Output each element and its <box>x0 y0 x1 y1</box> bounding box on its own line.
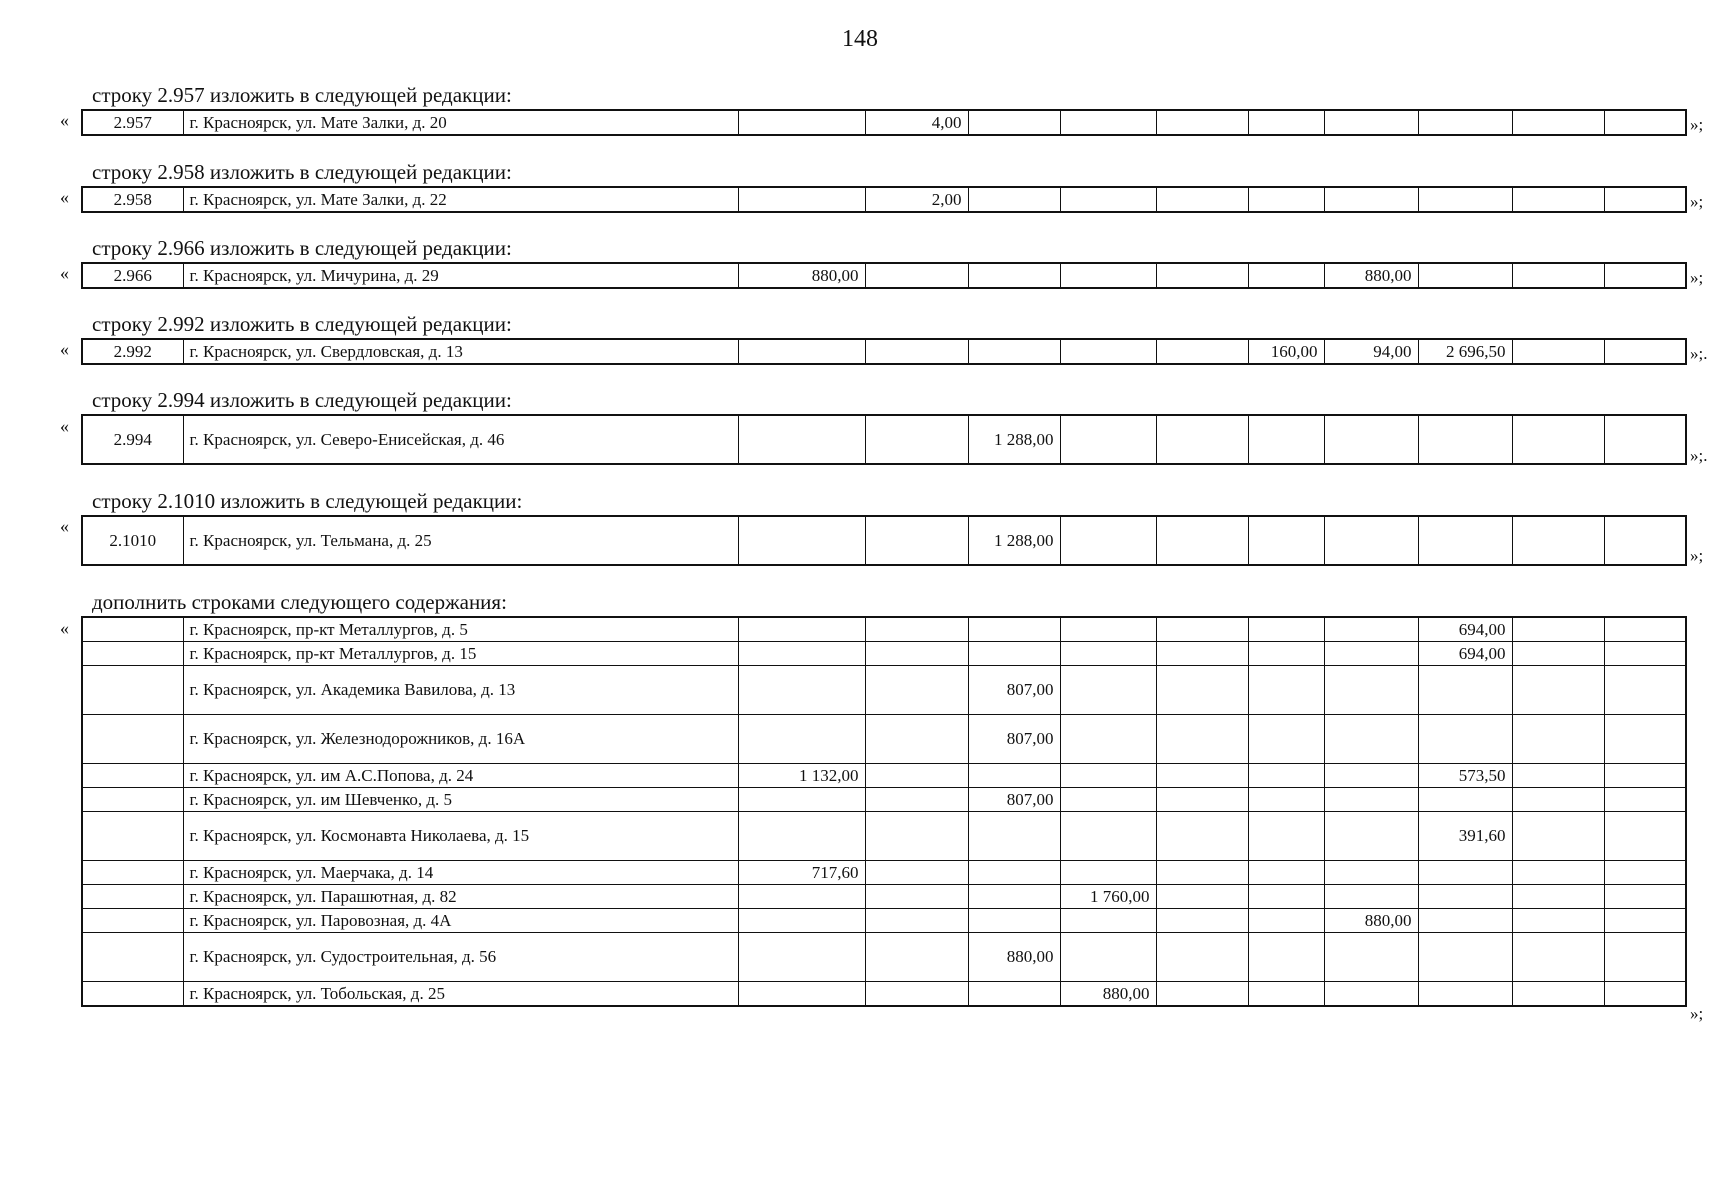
cell: 1 760,00 <box>1060 885 1156 909</box>
cell: 694,00 <box>1418 617 1512 642</box>
cell <box>1156 861 1248 885</box>
cell: 1 132,00 <box>738 764 865 788</box>
row-table-2957 <box>81 109 1687 136</box>
table-row <box>82 982 1686 1007</box>
cell: 391,60 <box>1418 812 1512 861</box>
cell <box>1156 933 1248 982</box>
cell <box>738 617 865 642</box>
cell: 717,60 <box>738 861 865 885</box>
cell <box>1512 642 1604 666</box>
cell <box>1156 110 1248 135</box>
cell <box>1060 666 1156 715</box>
cell <box>1324 666 1418 715</box>
cell <box>968 764 1060 788</box>
cell <box>865 812 968 861</box>
table-row <box>82 617 1686 642</box>
cell <box>1512 110 1604 135</box>
cell <box>1324 982 1418 1007</box>
cell <box>1418 909 1512 933</box>
cell <box>1248 909 1324 933</box>
cell <box>1248 642 1324 666</box>
row-address: г. Красноярск, пр-кт Металлургов, д. 5 <box>183 617 738 642</box>
cell <box>1604 788 1686 812</box>
cell <box>82 861 183 885</box>
cell <box>968 982 1060 1007</box>
cell: 880,00 <box>968 933 1060 982</box>
cell <box>1248 764 1324 788</box>
cell <box>865 982 968 1007</box>
cell <box>1512 885 1604 909</box>
cell <box>1324 642 1418 666</box>
cell <box>1512 415 1604 464</box>
row-table-21010 <box>81 515 1687 566</box>
cell <box>1604 764 1686 788</box>
cell <box>1324 516 1418 565</box>
row-number: 2.957 <box>82 110 183 135</box>
cell <box>968 187 1060 212</box>
cell <box>1604 415 1686 464</box>
table-row <box>82 715 1686 764</box>
cell <box>1324 788 1418 812</box>
cell: 807,00 <box>968 788 1060 812</box>
cell <box>1512 516 1604 565</box>
cell: 880,00 <box>1324 263 1418 288</box>
row-address: г. Красноярск, ул. Мате Залки, д. 20 <box>183 110 738 135</box>
cell: 573,50 <box>1418 764 1512 788</box>
cell <box>1060 812 1156 861</box>
cell <box>738 642 865 666</box>
cell <box>968 263 1060 288</box>
cell <box>1156 812 1248 861</box>
cell <box>1156 885 1248 909</box>
row-number: 2.966 <box>82 263 183 288</box>
cell <box>1248 110 1324 135</box>
row-address: г. Красноярск, ул. Свердловская, д. 13 <box>183 339 738 364</box>
row-number: 2.958 <box>82 187 183 212</box>
cell <box>1324 187 1418 212</box>
cell <box>1060 516 1156 565</box>
row-address: г. Красноярск, ул. Мате Залки, д. 22 <box>183 187 738 212</box>
cell <box>1248 861 1324 885</box>
cell <box>1060 861 1156 885</box>
cell <box>1248 982 1324 1007</box>
row-table-2992 <box>81 338 1687 365</box>
open-quote: « <box>60 516 69 536</box>
cell <box>738 187 865 212</box>
cell <box>968 909 1060 933</box>
table-row <box>82 339 1686 364</box>
cell <box>1060 110 1156 135</box>
row-address: г. Красноярск, ул. Паровозная, д. 4А <box>183 909 738 933</box>
cell <box>1060 788 1156 812</box>
cell: 1 288,00 <box>968 415 1060 464</box>
cell <box>865 339 968 364</box>
table-row <box>82 861 1686 885</box>
cell <box>1604 617 1686 642</box>
cell: 2 696,50 <box>1418 339 1512 364</box>
cell <box>1512 339 1604 364</box>
cell: 94,00 <box>1324 339 1418 364</box>
section-heading-2957: строку 2.957 изложить в следующей редакции: <box>92 83 512 107</box>
row-address: г. Красноярск, ул. Тельмана, д. 25 <box>183 516 738 565</box>
cell <box>1248 933 1324 982</box>
table-row <box>82 187 1686 212</box>
cell <box>968 885 1060 909</box>
page-number: 148 <box>842 26 878 52</box>
open-quote: « <box>60 110 69 130</box>
section-heading-2992: строку 2.992 изложить в следующей редакции: <box>92 312 512 336</box>
cell <box>1248 617 1324 642</box>
cell <box>1060 642 1156 666</box>
table-row <box>82 666 1686 715</box>
table-row <box>82 516 1686 565</box>
cell <box>968 642 1060 666</box>
cell <box>1418 666 1512 715</box>
cell <box>82 885 183 909</box>
cell <box>1604 933 1686 982</box>
cell <box>968 861 1060 885</box>
cell <box>738 885 865 909</box>
cell <box>865 909 968 933</box>
cell <box>1060 909 1156 933</box>
cell <box>865 516 968 565</box>
cell <box>1604 263 1686 288</box>
cell <box>1248 415 1324 464</box>
cell <box>968 812 1060 861</box>
cell <box>1418 263 1512 288</box>
cell <box>1604 516 1686 565</box>
cell <box>865 415 968 464</box>
cell <box>865 885 968 909</box>
cell <box>1156 516 1248 565</box>
cell <box>1324 861 1418 885</box>
addition-table <box>81 616 1687 1007</box>
cell: 807,00 <box>968 666 1060 715</box>
cell <box>1512 788 1604 812</box>
cell <box>1156 715 1248 764</box>
cell <box>1156 187 1248 212</box>
table-row <box>82 933 1686 982</box>
cell <box>738 812 865 861</box>
table-row <box>82 788 1686 812</box>
cell <box>1512 812 1604 861</box>
cell <box>1156 617 1248 642</box>
cell: 807,00 <box>968 715 1060 764</box>
row-address: г. Красноярск, ул. Тобольская, д. 25 <box>183 982 738 1007</box>
cell <box>1156 764 1248 788</box>
row-address: г. Красноярск, пр-кт Металлургов, д. 15 <box>183 642 738 666</box>
cell <box>1248 812 1324 861</box>
cell <box>865 642 968 666</box>
row-address: г. Красноярск, ул. Железнодорожников, д. 16А <box>183 715 738 764</box>
close-quote: »; <box>1690 268 1704 287</box>
cell <box>1060 933 1156 982</box>
cell: 880,00 <box>1324 909 1418 933</box>
cell <box>1604 812 1686 861</box>
cell <box>738 909 865 933</box>
cell <box>1060 617 1156 642</box>
row-number: 2.1010 <box>82 516 183 565</box>
cell <box>865 764 968 788</box>
cell <box>1248 715 1324 764</box>
row-address: г. Красноярск, ул. Северо-Енисейская, д. 46 <box>183 415 738 464</box>
row-address: г. Красноярск, ул. им Шевченко, д. 5 <box>183 788 738 812</box>
cell <box>1324 110 1418 135</box>
open-quote: « <box>60 187 69 207</box>
cell <box>738 516 865 565</box>
close-quote: »; <box>1690 192 1704 211</box>
cell <box>865 933 968 982</box>
cell <box>1060 263 1156 288</box>
cell <box>1512 933 1604 982</box>
cell <box>1418 885 1512 909</box>
cell <box>1156 263 1248 288</box>
cell <box>82 715 183 764</box>
open-quote: « <box>60 263 69 283</box>
table-row <box>82 110 1686 135</box>
cell <box>1418 187 1512 212</box>
cell <box>82 788 183 812</box>
cell <box>82 982 183 1007</box>
cell <box>1418 715 1512 764</box>
close-quote: »; <box>1690 115 1704 134</box>
addition-heading: дополнить строками следующего содержания: <box>92 590 507 614</box>
table-row <box>82 885 1686 909</box>
cell <box>1512 617 1604 642</box>
cell <box>1604 187 1686 212</box>
cell <box>1060 415 1156 464</box>
cell <box>1418 788 1512 812</box>
cell <box>1418 982 1512 1007</box>
row-table-2966 <box>81 262 1687 289</box>
cell <box>1604 715 1686 764</box>
close-quote: »; <box>1690 546 1704 565</box>
cell <box>1156 909 1248 933</box>
cell <box>1418 516 1512 565</box>
table-row <box>82 812 1686 861</box>
table-row <box>82 263 1686 288</box>
cell <box>82 617 183 642</box>
table-row <box>82 415 1686 464</box>
cell <box>865 715 968 764</box>
row-table-2994 <box>81 414 1687 465</box>
cell <box>865 263 968 288</box>
cell <box>82 812 183 861</box>
cell <box>1156 415 1248 464</box>
close-quote: »; <box>1690 1004 1704 1023</box>
cell <box>1060 764 1156 788</box>
cell: 2,00 <box>865 187 968 212</box>
table-row <box>82 642 1686 666</box>
cell <box>1248 263 1324 288</box>
cell <box>1418 933 1512 982</box>
cell <box>738 715 865 764</box>
cell <box>1418 415 1512 464</box>
cell <box>738 415 865 464</box>
cell <box>1156 642 1248 666</box>
cell <box>738 339 865 364</box>
row-address: г. Красноярск, ул. Маерчака, д. 14 <box>183 861 738 885</box>
table-row <box>82 909 1686 933</box>
table-row <box>82 764 1686 788</box>
close-quote: »;. <box>1690 344 1708 363</box>
open-quote: « <box>60 618 69 638</box>
cell: 694,00 <box>1418 642 1512 666</box>
cell <box>1248 187 1324 212</box>
cell <box>1324 715 1418 764</box>
cell <box>1248 516 1324 565</box>
cell <box>1512 715 1604 764</box>
section-heading-21010: строку 2.1010 изложить в следующей редакции: <box>92 489 523 513</box>
cell <box>865 617 968 642</box>
open-quote: « <box>60 339 69 359</box>
cell <box>1248 666 1324 715</box>
row-number: 2.994 <box>82 415 183 464</box>
cell <box>1604 861 1686 885</box>
row-number: 2.992 <box>82 339 183 364</box>
cell: 4,00 <box>865 110 968 135</box>
cell <box>1324 933 1418 982</box>
cell <box>1512 909 1604 933</box>
row-table-2958 <box>81 186 1687 213</box>
cell <box>1156 982 1248 1007</box>
row-address: г. Красноярск, ул. им А.С.Попова, д. 24 <box>183 764 738 788</box>
cell: 160,00 <box>1248 339 1324 364</box>
cell <box>1156 788 1248 812</box>
cell <box>1418 861 1512 885</box>
cell <box>82 666 183 715</box>
cell <box>82 909 183 933</box>
cell <box>1060 187 1156 212</box>
cell <box>1248 885 1324 909</box>
cell <box>1604 110 1686 135</box>
cell: 1 288,00 <box>968 516 1060 565</box>
section-heading-2966: строку 2.966 изложить в следующей редакции: <box>92 236 512 260</box>
cell <box>1512 764 1604 788</box>
cell <box>738 982 865 1007</box>
cell <box>1512 187 1604 212</box>
cell <box>1604 885 1686 909</box>
cell <box>1060 715 1156 764</box>
cell <box>1324 885 1418 909</box>
section-heading-2994: строку 2.994 изложить в следующей редакции: <box>92 388 512 412</box>
row-address: г. Красноярск, ул. Судостроительная, д. 56 <box>183 933 738 982</box>
cell <box>1324 415 1418 464</box>
row-address: г. Красноярск, ул. Академика Вавилова, д. 13 <box>183 666 738 715</box>
cell <box>738 933 865 982</box>
cell <box>968 110 1060 135</box>
cell <box>82 642 183 666</box>
cell <box>82 933 183 982</box>
cell <box>1512 666 1604 715</box>
cell <box>1512 982 1604 1007</box>
cell <box>865 788 968 812</box>
section-heading-2958: строку 2.958 изложить в следующей редакции: <box>92 160 512 184</box>
cell <box>1604 339 1686 364</box>
open-quote: « <box>60 416 69 436</box>
cell <box>1324 812 1418 861</box>
cell <box>738 666 865 715</box>
cell <box>865 861 968 885</box>
cell <box>1512 861 1604 885</box>
cell <box>738 788 865 812</box>
cell <box>1248 788 1324 812</box>
row-address: г. Красноярск, ул. Мичурина, д. 29 <box>183 263 738 288</box>
cell <box>82 764 183 788</box>
cell <box>1418 110 1512 135</box>
cell <box>968 617 1060 642</box>
row-address: г. Красноярск, ул. Парашютная, д. 82 <box>183 885 738 909</box>
cell <box>968 339 1060 364</box>
cell <box>865 666 968 715</box>
cell <box>1604 666 1686 715</box>
cell <box>1604 642 1686 666</box>
cell <box>1324 617 1418 642</box>
cell <box>1604 982 1686 1007</box>
cell <box>1324 764 1418 788</box>
cell: 880,00 <box>1060 982 1156 1007</box>
cell <box>1156 339 1248 364</box>
cell <box>1512 263 1604 288</box>
cell <box>1604 909 1686 933</box>
row-address: г. Красноярск, ул. Космонавта Николаева, д. 15 <box>183 812 738 861</box>
cell <box>1156 666 1248 715</box>
cell <box>1060 339 1156 364</box>
cell: 880,00 <box>738 263 865 288</box>
close-quote: »;. <box>1690 446 1708 465</box>
cell <box>738 110 865 135</box>
